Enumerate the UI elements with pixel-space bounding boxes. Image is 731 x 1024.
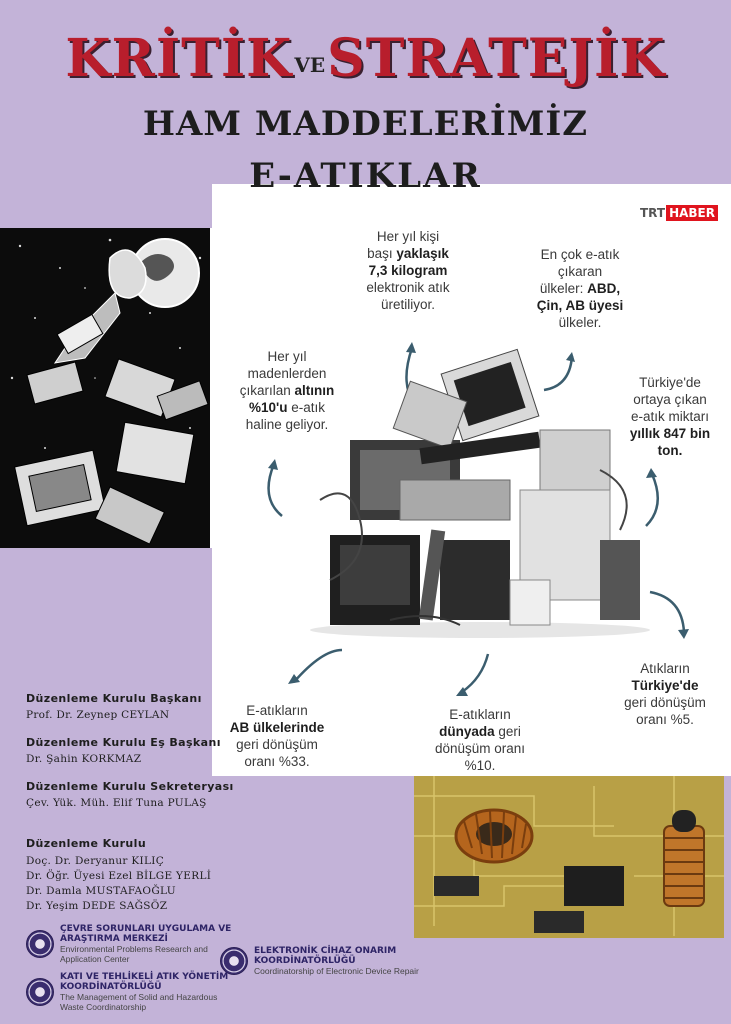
main-title: [0, 28, 731, 89]
cochair-name: Dr. Şahin KORKMAZ: [26, 753, 142, 765]
fact-turkey-amount: Türkiye'de ortaya çıkan e-atık miktarı yıllık 847 bin ton.: [629, 375, 711, 458]
secretary-name: Çev. Yük. Müh. Elif Tuna PULAŞ: [26, 797, 207, 809]
title-word-kritik: KRİTİK: [65, 28, 293, 89]
fact-gold: Her yıl madenlerden çıkarılan altının %10'u e-atık haline geliyor.: [239, 349, 335, 432]
university-seal-icon: [220, 947, 248, 975]
title-word-stratejik: STRATEJİK: [327, 28, 666, 89]
committee-member: Dr. Öğr. Üyesi Ezel BİLGE YERLİ: [26, 870, 212, 882]
committee-member: Dr. Yeşim DEDE SAĞSÖZ: [26, 900, 168, 912]
env-center-logo: ÇEVRE SORUNLARI UYGULAMA VE ARAŞTIRMA MERKEZİ Environmental Problems Research and Application Center: [26, 924, 231, 964]
e-waste-sketch-illustration: [0, 228, 210, 548]
curved-arrow-icon: [256, 456, 290, 520]
secretary-role: Düzenleme Kurulu Sekreteryası: [26, 780, 234, 793]
university-seal-icon: [26, 978, 54, 1006]
fact-turkey-recycling: Atıkların Türkiye'de geri dönüşüm oranı %5.: [624, 661, 706, 727]
committee-role: Düzenleme Kurulu: [26, 837, 147, 850]
curved-arrow-icon: [284, 644, 348, 688]
subtitle: HAM MADDELERİMİZ: [142, 104, 589, 144]
repair-coordinatorship-logo: ELEKTRONİK CİHAZ ONARIM KOORDİNATÖRLÜĞÜ Coordinatorship of Electronic Device Repair: [220, 946, 419, 976]
university-seal-icon: [26, 930, 54, 958]
fact-top-countries: En çok e-atık çıkaran ülkeler: ABD, Çin, AB üyesi ülkeler.: [536, 247, 624, 330]
curved-arrow-icon: [454, 650, 494, 700]
committee-member: Doç. Dr. Deryanur KILIÇ: [26, 855, 165, 867]
organizing-committee: [26, 692, 266, 914]
chair-name: Prof. Dr. Zeynep CEYLAN: [26, 709, 170, 721]
circuit-board-photo: [414, 776, 724, 938]
topic-title: E-ATIKLAR: [249, 156, 482, 196]
committee-member: Dr. Damla MUSTAFAOĞLU: [26, 885, 176, 897]
title-connector-ve: VE: [294, 53, 326, 77]
waste-coordinatorship-logo: KATI VE TEHLİKELİ ATIK YÖNETİM KOORDİNATÖRLÜĞÜ The Management of Solid and Hazardous Waste Coordinatorship: [26, 972, 228, 1012]
fact-kg-per-person: Her yıl kişi başı yaklaşık 7,3 kilogram elektronik atık üretiliyor.: [366, 229, 450, 312]
fact-eu-recycling: E-atıkların AB ülkelerinde geri dönüşüm oranı %33.: [229, 703, 325, 769]
cochair-role: Düzenleme Kurulu Eş Başkanı: [26, 736, 221, 749]
fact-world-recycling: E-atıkların dünyada geri dönüşüm oranı %10.: [434, 707, 526, 773]
chair-role: Düzenleme Kurulu Başkanı: [26, 692, 202, 705]
e-waste-pile-illustration: [300, 340, 660, 640]
trt-haber-logo: TRT HABER: [640, 206, 718, 220]
